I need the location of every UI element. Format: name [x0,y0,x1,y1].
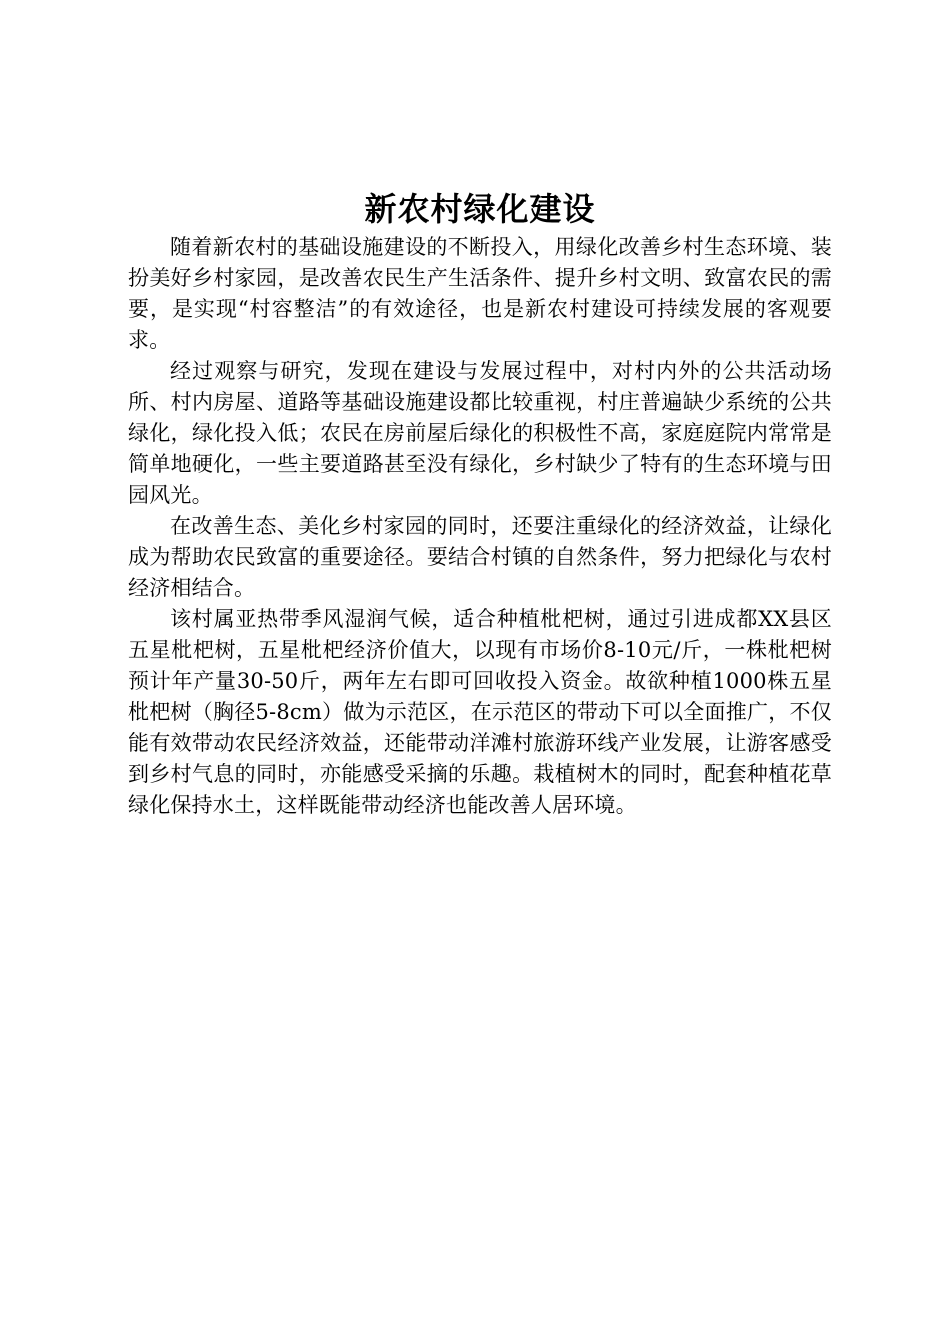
paragraph-3: 在改善生态、美化乡村家园的同时，还要注重绿化的经济效益，让绿化成为帮助农民致富的重要途径。要结合村镇的自然条件，努力把绿化与农村经济相结合。 [128,514,832,600]
document-body [128,186,832,821]
paragraph-1: 随着新农村的基础设施建设的不断投入，用绿化改善乡村生态环境、装扮美好乡村家园，是改善农民生产生活条件、提升乡村文明、致富农民的需要，是实现“村容整洁”的有效途径，也是新农村建设可持续发展的客观要求。 [128,235,832,352]
paragraph-2: 经过观察与研究，发现在建设与发展过程中，对村内外的公共活动场所、村内房屋、道路等基础设施建设都比较重视，村庄普遍缺少系统的公共绿化，绿化投入低；农民在房前屋后绿化的积极性不高，家庭庭院内常常是简单地硬化，一些主要道路甚至没有绿化，乡村缺少了特有的生态环境与田园风光。 [128,359,832,507]
document-title: 新农村绿化建设 [364,190,596,228]
paragraph-4: 该村属亚热带季风湿润气候，适合种植枇杷树，通过引进成都XX县区五星枇杷树，五星枇杷经济价值大，以现有市场价8-10元/斤，一株枇杷树预计年产量30-50斤，两年左右即可回收投入资金。故欲种植1000株五星枇杷树（胸径5-8cm）做为示范区，在示范区的带动下可以全面推广，不仅能有效带动农民经济效益，还能带动洋滩村旅游环线产业发展，让游客感受到乡村气息的同时，亦能感受采摘的乐趣。栽植树木的同时，配套种植花草绿化保持水土，这样既能带动经济也能改善人居环境。 [128,607,832,817]
